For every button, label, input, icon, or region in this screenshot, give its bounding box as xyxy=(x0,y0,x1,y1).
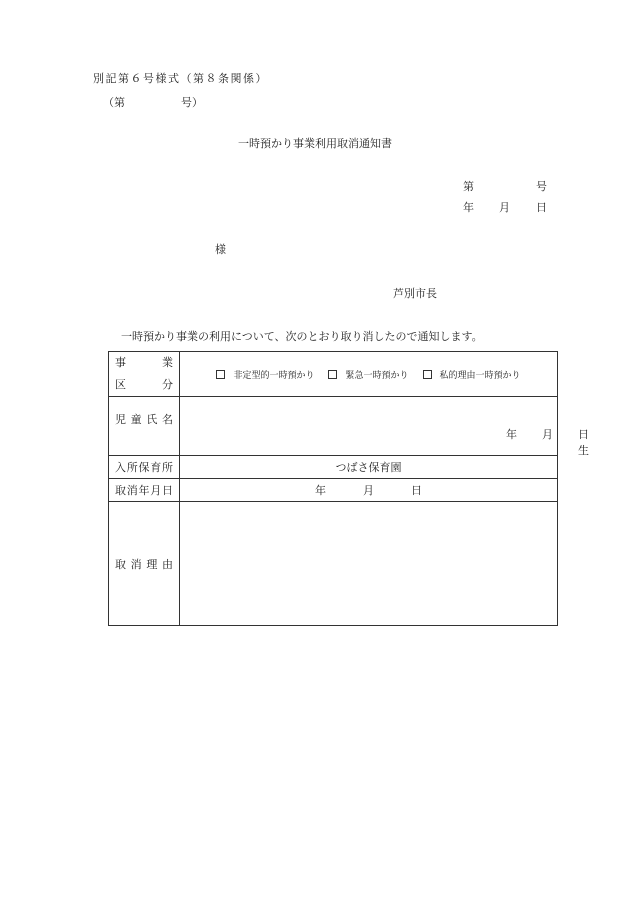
reference-suffix: 号） xyxy=(181,96,203,109)
child-name-label-cell xyxy=(109,397,180,456)
reason-value-cell[interactable] xyxy=(180,502,558,626)
label-char: 取 xyxy=(115,557,126,571)
label-char: 消 xyxy=(130,557,142,571)
cancel-date-value-cell[interactable] xyxy=(180,479,558,502)
form-number-label: 別記第６号様式（第８条関係） xyxy=(93,72,268,85)
label-char: 児 xyxy=(115,413,126,426)
label-char: 消 xyxy=(126,484,138,497)
issue-date-year: 年 xyxy=(463,201,474,214)
label-char: 名 xyxy=(161,413,173,426)
label-char: 所 xyxy=(162,461,173,474)
issue-date-day: 日 xyxy=(536,201,547,214)
cancel-date-year-unit: 年 xyxy=(315,484,326,497)
child-name-value-cell[interactable] xyxy=(180,397,589,457)
label-char: 童 xyxy=(130,413,142,426)
addressee-honorific: 様 xyxy=(215,243,226,256)
category-label-char: 区 xyxy=(115,378,126,391)
notice-body-text: 一時預かり事業の利用について、次のとおり取り消したので通知します。 xyxy=(121,330,483,343)
table-row-reason xyxy=(109,502,558,626)
label-char: 育 xyxy=(150,461,162,474)
checkbox-icon[interactable] xyxy=(328,370,337,379)
document-number-suffix: 号 xyxy=(536,180,547,193)
facility-label-cell xyxy=(109,456,180,479)
category-option-label: 私的理由一時預かり xyxy=(439,370,521,381)
issue-date-month: 月 xyxy=(499,201,510,214)
label-char: 取 xyxy=(115,484,126,497)
category-label-char: 業 xyxy=(162,356,173,369)
birth-year-unit: 年 xyxy=(506,428,517,441)
reference-prefix: （第 xyxy=(103,96,125,109)
birth-day-unit: 日生 xyxy=(578,428,589,457)
table-row-child-name xyxy=(109,397,558,456)
issuer-name: 芦別市長 xyxy=(393,287,437,300)
label-char: 理 xyxy=(146,557,158,571)
category-option-label: 非定型的一時預かり xyxy=(233,370,315,381)
table-row-category xyxy=(109,352,558,397)
cancel-date-day-unit: 日 xyxy=(411,484,422,497)
cancel-date-label-cell xyxy=(109,479,180,502)
category-options-cell xyxy=(180,352,558,397)
cancel-date-month-unit: 月 xyxy=(363,484,374,497)
label-char: 入 xyxy=(115,461,126,474)
category-option-irregular[interactable] xyxy=(216,368,314,381)
label-char: 日 xyxy=(162,484,173,497)
label-char: 保 xyxy=(138,461,150,474)
table-row-facility xyxy=(109,456,558,479)
birth-month-unit: 月 xyxy=(542,428,553,441)
label-char: 年 xyxy=(138,484,150,497)
label-char: 月 xyxy=(150,484,162,497)
label-char: 由 xyxy=(161,557,173,571)
category-option-label: 緊急一時預かり xyxy=(345,370,409,381)
category-label-char: 事 xyxy=(115,356,126,369)
category-option-emergency[interactable] xyxy=(328,368,408,381)
facility-value: つばさ保育園 xyxy=(180,456,558,479)
reason-label-cell xyxy=(109,502,180,626)
document-title: 一時預かり事業利用取消通知書 xyxy=(238,137,392,150)
category-option-private[interactable] xyxy=(423,368,521,381)
checkbox-icon[interactable] xyxy=(423,370,432,379)
document-number-prefix: 第 xyxy=(463,180,474,193)
category-label-cell xyxy=(109,352,180,397)
label-char: 所 xyxy=(126,461,138,474)
category-label-char: 分 xyxy=(162,378,173,391)
label-char: 氏 xyxy=(146,413,158,426)
checkbox-icon[interactable] xyxy=(216,370,225,379)
cancellation-form-table xyxy=(108,351,589,626)
table-row-cancel-date xyxy=(109,479,558,502)
